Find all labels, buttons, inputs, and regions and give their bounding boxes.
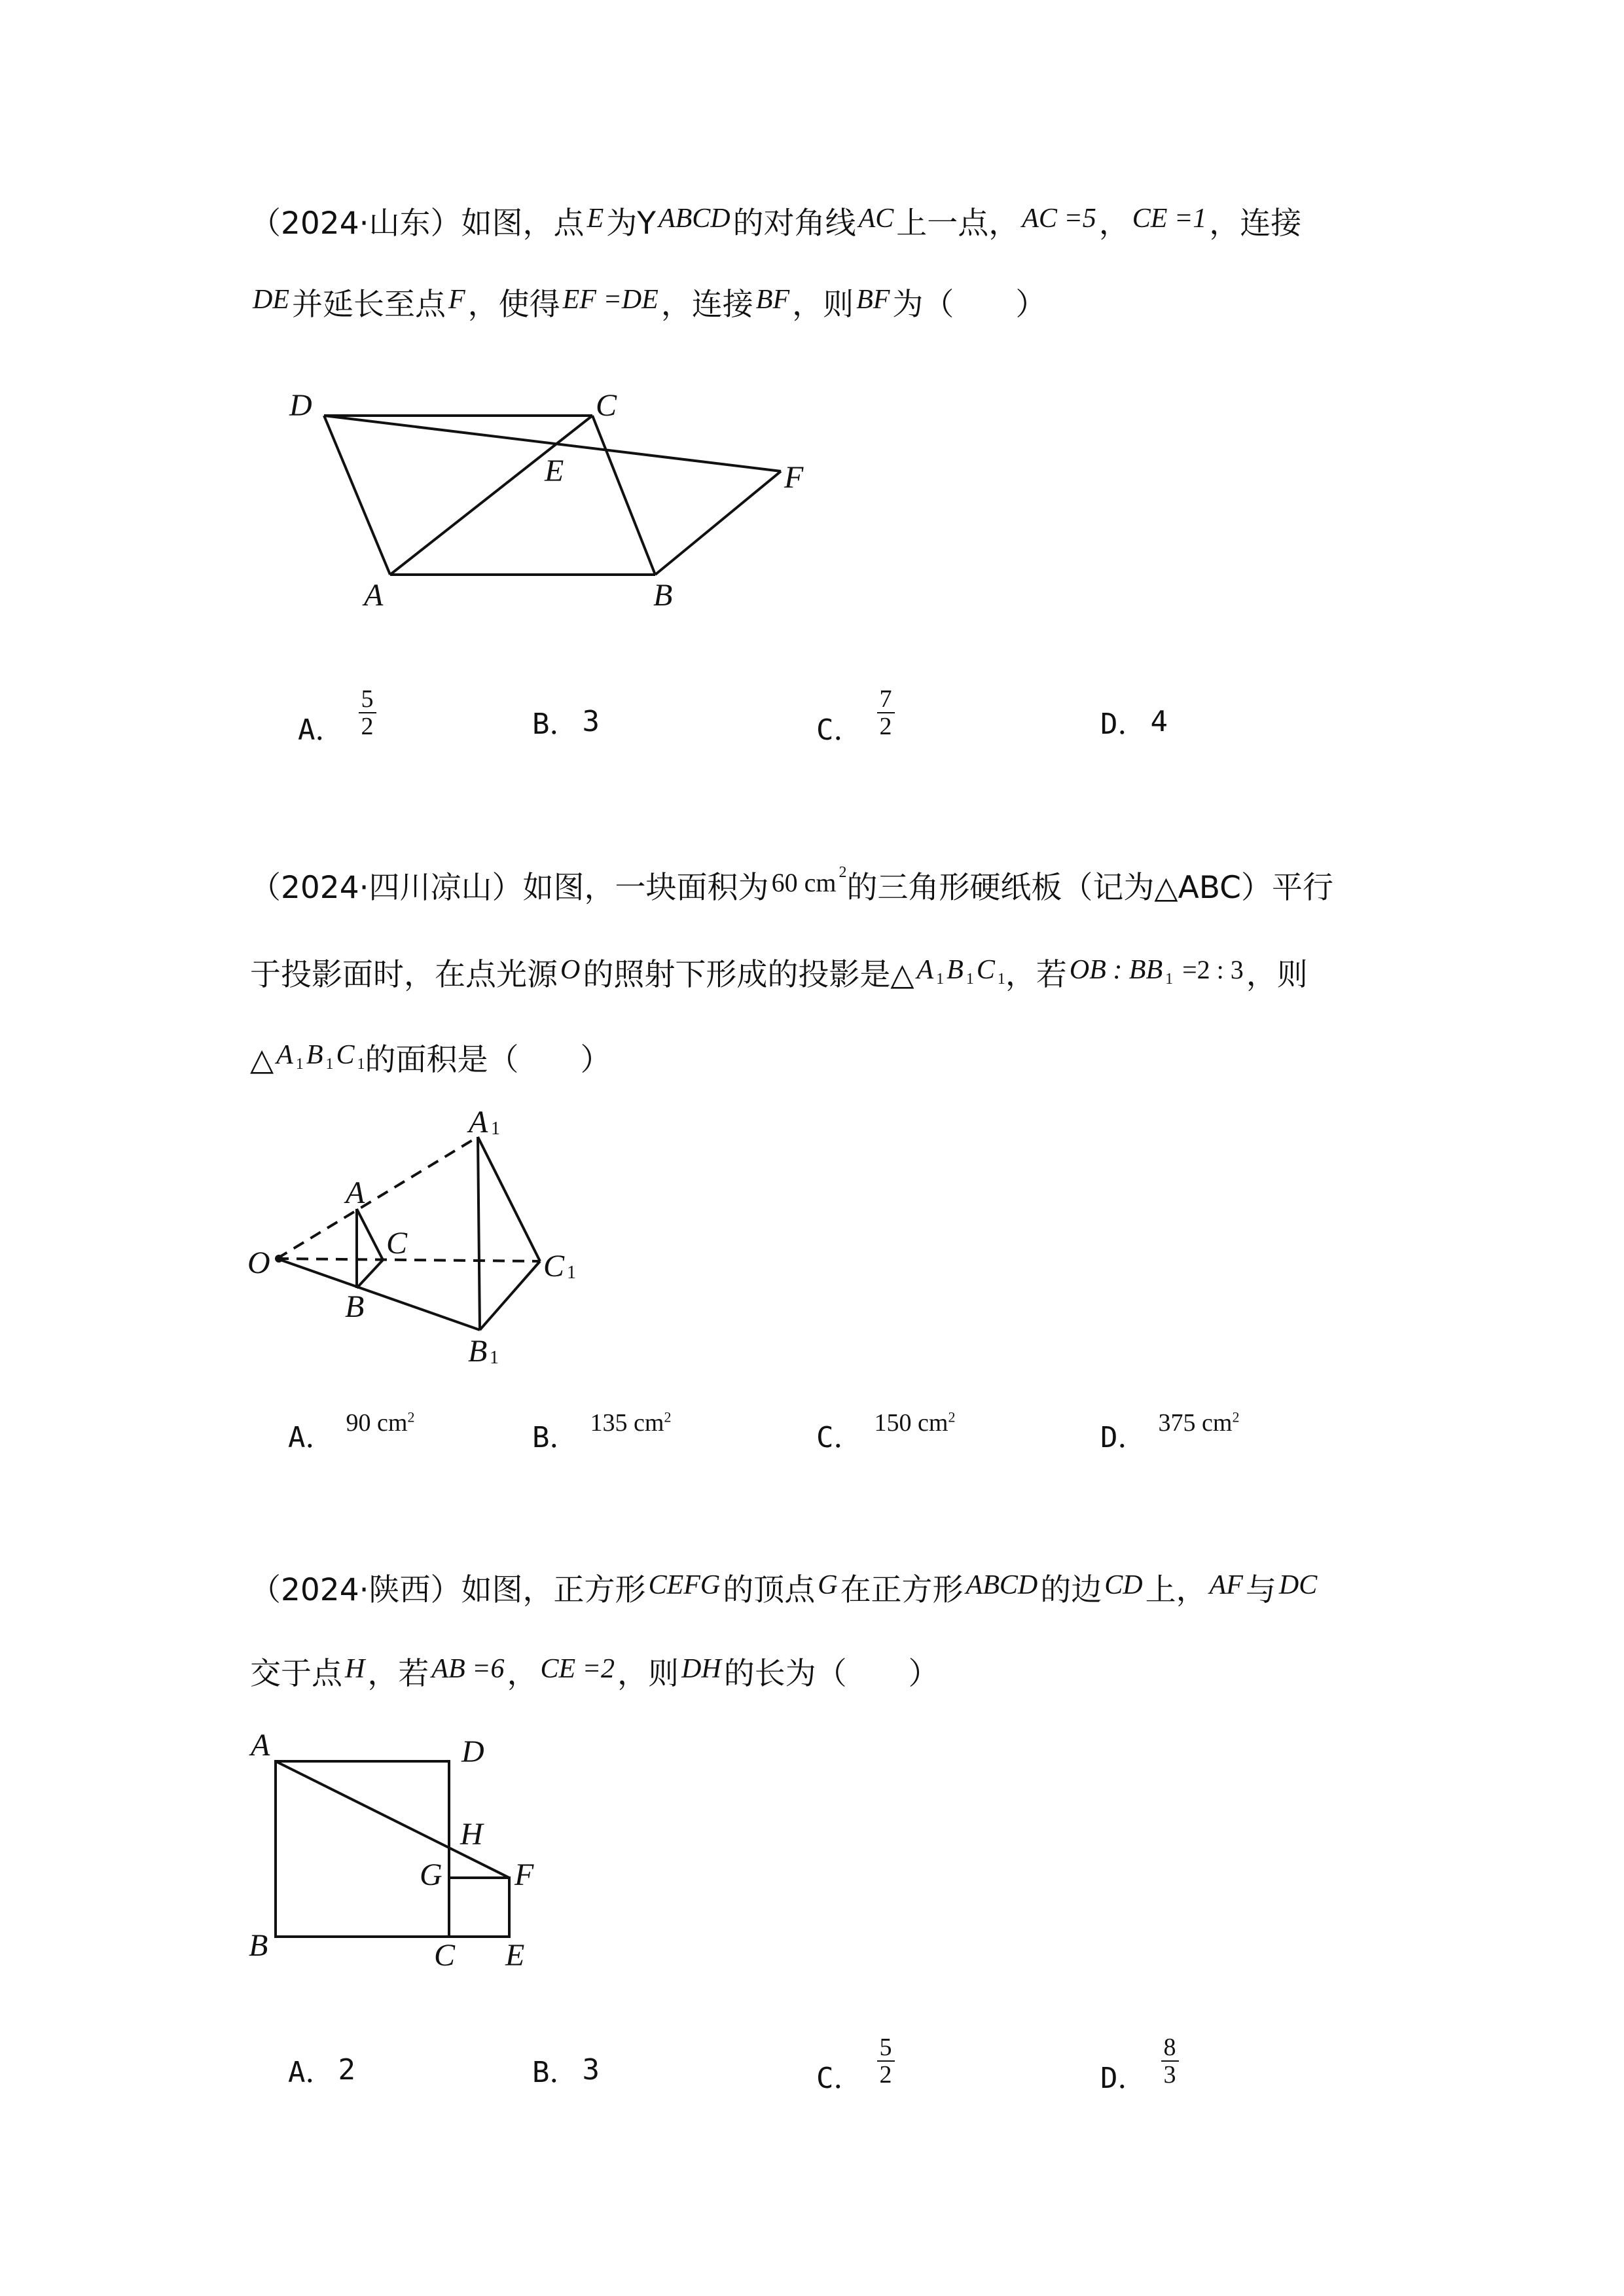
text-segment: 为（ ） bbox=[892, 287, 1047, 323]
math-segment: ABCD bbox=[965, 1570, 1038, 1600]
numerator: 8 bbox=[1161, 2034, 1179, 2062]
choice-b[interactable] bbox=[532, 2049, 600, 2090]
ray-o-b1 bbox=[277, 1259, 480, 1330]
segment-ac bbox=[357, 1209, 383, 1260]
question-2-line-1 bbox=[250, 864, 1333, 913]
text-segment: 的对角线 bbox=[732, 206, 856, 242]
text-segment: 为 bbox=[606, 206, 638, 242]
text-segment: （2024·山东）如图，点 bbox=[250, 206, 585, 242]
subscript: 1 bbox=[997, 971, 1005, 988]
label-o: O bbox=[247, 1246, 270, 1280]
math-segment: OB : BB bbox=[1069, 955, 1163, 985]
segment-af bbox=[276, 1761, 509, 1878]
denominator: 2 bbox=[879, 713, 892, 740]
text-segment: （2024·陕西）如图，正方形 bbox=[250, 1572, 646, 1608]
text-segment: 并延长至点 bbox=[292, 287, 446, 323]
question-1-line-1 bbox=[250, 204, 1301, 245]
math-number: =2 : 3 bbox=[1176, 955, 1244, 984]
choice-value bbox=[346, 1408, 415, 1437]
superscript: 2 bbox=[407, 1408, 415, 1426]
text-segment: 的长为（ ） bbox=[723, 1656, 939, 1692]
text-segment: △ bbox=[250, 1042, 274, 1078]
choice-d[interactable] bbox=[1100, 1408, 1240, 1456]
choice-value bbox=[1159, 1408, 1240, 1437]
text-segment: Y bbox=[637, 206, 656, 242]
choice-a[interactable] bbox=[288, 1408, 415, 1456]
segment-df bbox=[324, 416, 781, 471]
text-segment: ，连接 bbox=[1209, 206, 1302, 242]
text-segment: ，若 bbox=[367, 1656, 429, 1692]
superscript: 2 bbox=[839, 864, 847, 881]
choice-c[interactable] bbox=[816, 1408, 956, 1456]
choice-label: D． bbox=[1100, 2062, 1147, 2095]
value-text: 375 cm bbox=[1158, 1409, 1233, 1437]
segment-ac bbox=[390, 416, 592, 575]
math-segment: DH bbox=[681, 1654, 721, 1684]
superscript: 2 bbox=[948, 1408, 956, 1426]
choice-label: A． bbox=[288, 2056, 334, 2089]
numerator: 7 bbox=[877, 686, 895, 713]
segment-b1c1 bbox=[480, 1261, 540, 1330]
math-segment: B bbox=[947, 955, 964, 985]
choice-value: 4 bbox=[1150, 704, 1168, 738]
superscript: 2 bbox=[664, 1408, 672, 1426]
choice-c[interactable] bbox=[816, 685, 895, 754]
label-b: B bbox=[249, 1928, 268, 1963]
math-segment: CE =1 bbox=[1132, 204, 1207, 234]
text-segment: 的顶点 bbox=[723, 1572, 816, 1608]
denominator: 2 bbox=[361, 713, 374, 740]
text-segment: 的边 bbox=[1040, 1572, 1102, 1608]
text-segment: ，若 bbox=[1005, 957, 1067, 993]
choice-value bbox=[590, 1408, 672, 1437]
math-segment: F bbox=[448, 285, 465, 315]
text-segment: 交于点 bbox=[250, 1656, 342, 1692]
math-segment: A bbox=[276, 1040, 293, 1070]
math-segment: AF bbox=[1209, 1570, 1243, 1600]
choice-value: 2 bbox=[338, 2053, 355, 2087]
text-segment: 上， bbox=[1145, 1572, 1207, 1608]
segment-bc bbox=[357, 1260, 383, 1288]
math-segment: BF bbox=[856, 285, 890, 315]
label-d: D bbox=[461, 1734, 484, 1769]
text-segment: ，连接 bbox=[660, 287, 753, 323]
choice-label: C． bbox=[816, 1421, 863, 1454]
text-segment: 在正方形 bbox=[840, 1572, 964, 1608]
choice-label: D． bbox=[1100, 1421, 1147, 1454]
subscript: 1 bbox=[1165, 971, 1174, 988]
label-e: E bbox=[545, 454, 564, 488]
math-segment: DE bbox=[253, 285, 289, 315]
subscript: 1 bbox=[325, 1056, 334, 1073]
question-2-line-3 bbox=[250, 1041, 611, 1085]
subscript: 1 bbox=[936, 971, 945, 988]
choice-label: A． bbox=[288, 1421, 334, 1454]
label-a: A bbox=[364, 578, 384, 613]
ray-o-a1 bbox=[277, 1137, 478, 1259]
choice-label: A． bbox=[298, 713, 344, 747]
choice-b[interactable] bbox=[532, 700, 600, 742]
text-segment: 上一点， bbox=[896, 206, 1020, 242]
segment-a1b1 bbox=[478, 1137, 480, 1330]
value-text: 135 cm bbox=[590, 1409, 664, 1437]
fraction bbox=[1161, 2034, 1179, 2088]
fraction bbox=[359, 686, 376, 740]
label-d: D bbox=[289, 388, 312, 423]
denominator: 2 bbox=[879, 2061, 892, 2089]
value-text: 150 cm bbox=[874, 1409, 948, 1437]
label-g: G bbox=[420, 1857, 442, 1892]
choice-a[interactable] bbox=[288, 2049, 355, 2090]
segment-a1c1 bbox=[478, 1137, 540, 1261]
text-segment: ，则 bbox=[617, 1656, 679, 1692]
label-h: H bbox=[460, 1817, 483, 1852]
label-c1: C bbox=[543, 1249, 565, 1283]
choice-label: B． bbox=[532, 1421, 579, 1454]
text-segment: ，使得 bbox=[467, 287, 560, 323]
math-segment: CE =2 bbox=[540, 1654, 615, 1684]
math-number: 60 cm bbox=[771, 868, 837, 897]
text-segment: ，则 bbox=[1246, 957, 1308, 993]
label-e: E bbox=[505, 1938, 525, 1973]
math-segment: H bbox=[345, 1654, 365, 1684]
label-f: F bbox=[514, 1857, 534, 1892]
math-segment: C bbox=[336, 1040, 355, 1070]
choice-value bbox=[875, 1408, 956, 1437]
choice-a[interactable] bbox=[298, 685, 376, 754]
math-segment: B bbox=[306, 1040, 323, 1070]
subscript: 1 bbox=[357, 1056, 365, 1073]
math-segment: AB =6 bbox=[431, 1654, 505, 1684]
text-segment: 的三角形硬纸板（记为△ABC）平行 bbox=[846, 870, 1333, 906]
label-a: A bbox=[251, 1728, 270, 1763]
segment-cb bbox=[592, 416, 655, 575]
label-a1-subscript: 1 bbox=[491, 1119, 500, 1139]
text-segment: ， bbox=[507, 1656, 538, 1692]
label-a1: A bbox=[469, 1105, 488, 1139]
subscript: 1 bbox=[295, 1056, 304, 1073]
math-segment: E bbox=[586, 204, 604, 234]
choice-label: B． bbox=[532, 2056, 579, 2089]
numerator: 5 bbox=[877, 2034, 895, 2062]
label-b1-subscript: 1 bbox=[490, 1348, 499, 1368]
text-segment: 于投影面时，在点光源 bbox=[250, 957, 558, 993]
fraction bbox=[877, 2034, 895, 2088]
question-1-line-2 bbox=[250, 285, 1046, 326]
choice-value: 3 bbox=[582, 704, 600, 738]
segment-bf bbox=[655, 471, 781, 575]
text-segment: 的面积是（ ） bbox=[365, 1042, 611, 1078]
math-segment: CD bbox=[1104, 1570, 1143, 1600]
choice-d[interactable] bbox=[1100, 700, 1168, 742]
question-3-line-1 bbox=[250, 1571, 1320, 1611]
choice-value: 3 bbox=[582, 2053, 600, 2087]
math-segment: DC bbox=[1278, 1570, 1318, 1600]
subscript: 1 bbox=[965, 971, 974, 988]
superscript: 2 bbox=[1232, 1408, 1240, 1426]
math-segment: AC =5 bbox=[1022, 204, 1096, 234]
label-c: C bbox=[434, 1938, 456, 1973]
segment-da bbox=[324, 416, 390, 575]
denominator: 3 bbox=[1163, 2061, 1176, 2089]
fraction bbox=[877, 686, 895, 740]
choice-b[interactable] bbox=[532, 1408, 672, 1456]
text-segment: （2024·四川凉山）如图，一块面积为 bbox=[250, 870, 769, 906]
square-cefg bbox=[449, 1878, 509, 1937]
math-segment: G bbox=[818, 1570, 838, 1600]
square-abcd bbox=[276, 1761, 449, 1937]
math-segment: ABCD bbox=[658, 204, 731, 234]
label-b: B bbox=[345, 1289, 365, 1324]
question-3-line-2 bbox=[250, 1655, 939, 1695]
light-source-point bbox=[275, 1255, 283, 1263]
math-segment: O bbox=[560, 955, 581, 985]
math-segment: CEFG bbox=[648, 1570, 721, 1600]
numerator: 5 bbox=[359, 686, 376, 713]
choice-label: D． bbox=[1100, 708, 1147, 741]
choice-label: C． bbox=[816, 2062, 863, 2095]
text-segment: ， bbox=[1098, 206, 1130, 242]
label-c: C bbox=[596, 388, 617, 423]
math-segment: C bbox=[976, 955, 995, 985]
label-b: B bbox=[653, 578, 673, 613]
math-segment: AC bbox=[858, 204, 894, 234]
ray-o-c1 bbox=[277, 1259, 540, 1261]
label-c1-subscript: 1 bbox=[567, 1263, 576, 1283]
choice-label: B． bbox=[532, 708, 579, 741]
label-f: F bbox=[784, 460, 804, 495]
label-b1: B bbox=[468, 1334, 488, 1369]
math-segment: EF =DE bbox=[562, 285, 659, 315]
math-segment: BF bbox=[755, 285, 790, 315]
label-a: A bbox=[346, 1175, 365, 1210]
choice-d[interactable] bbox=[1100, 2034, 1179, 2102]
label-c: C bbox=[386, 1226, 408, 1261]
value-text: 90 cm bbox=[346, 1409, 408, 1437]
text-segment: 的照射下形成的投影是△ bbox=[583, 957, 914, 993]
choice-label: C． bbox=[816, 713, 863, 747]
text-segment: ，则 bbox=[792, 287, 854, 323]
math-segment: A bbox=[916, 955, 934, 985]
choice-c[interactable] bbox=[816, 2034, 895, 2102]
question-2-line-2 bbox=[250, 956, 1308, 1000]
text-segment: 与 bbox=[1245, 1572, 1276, 1608]
